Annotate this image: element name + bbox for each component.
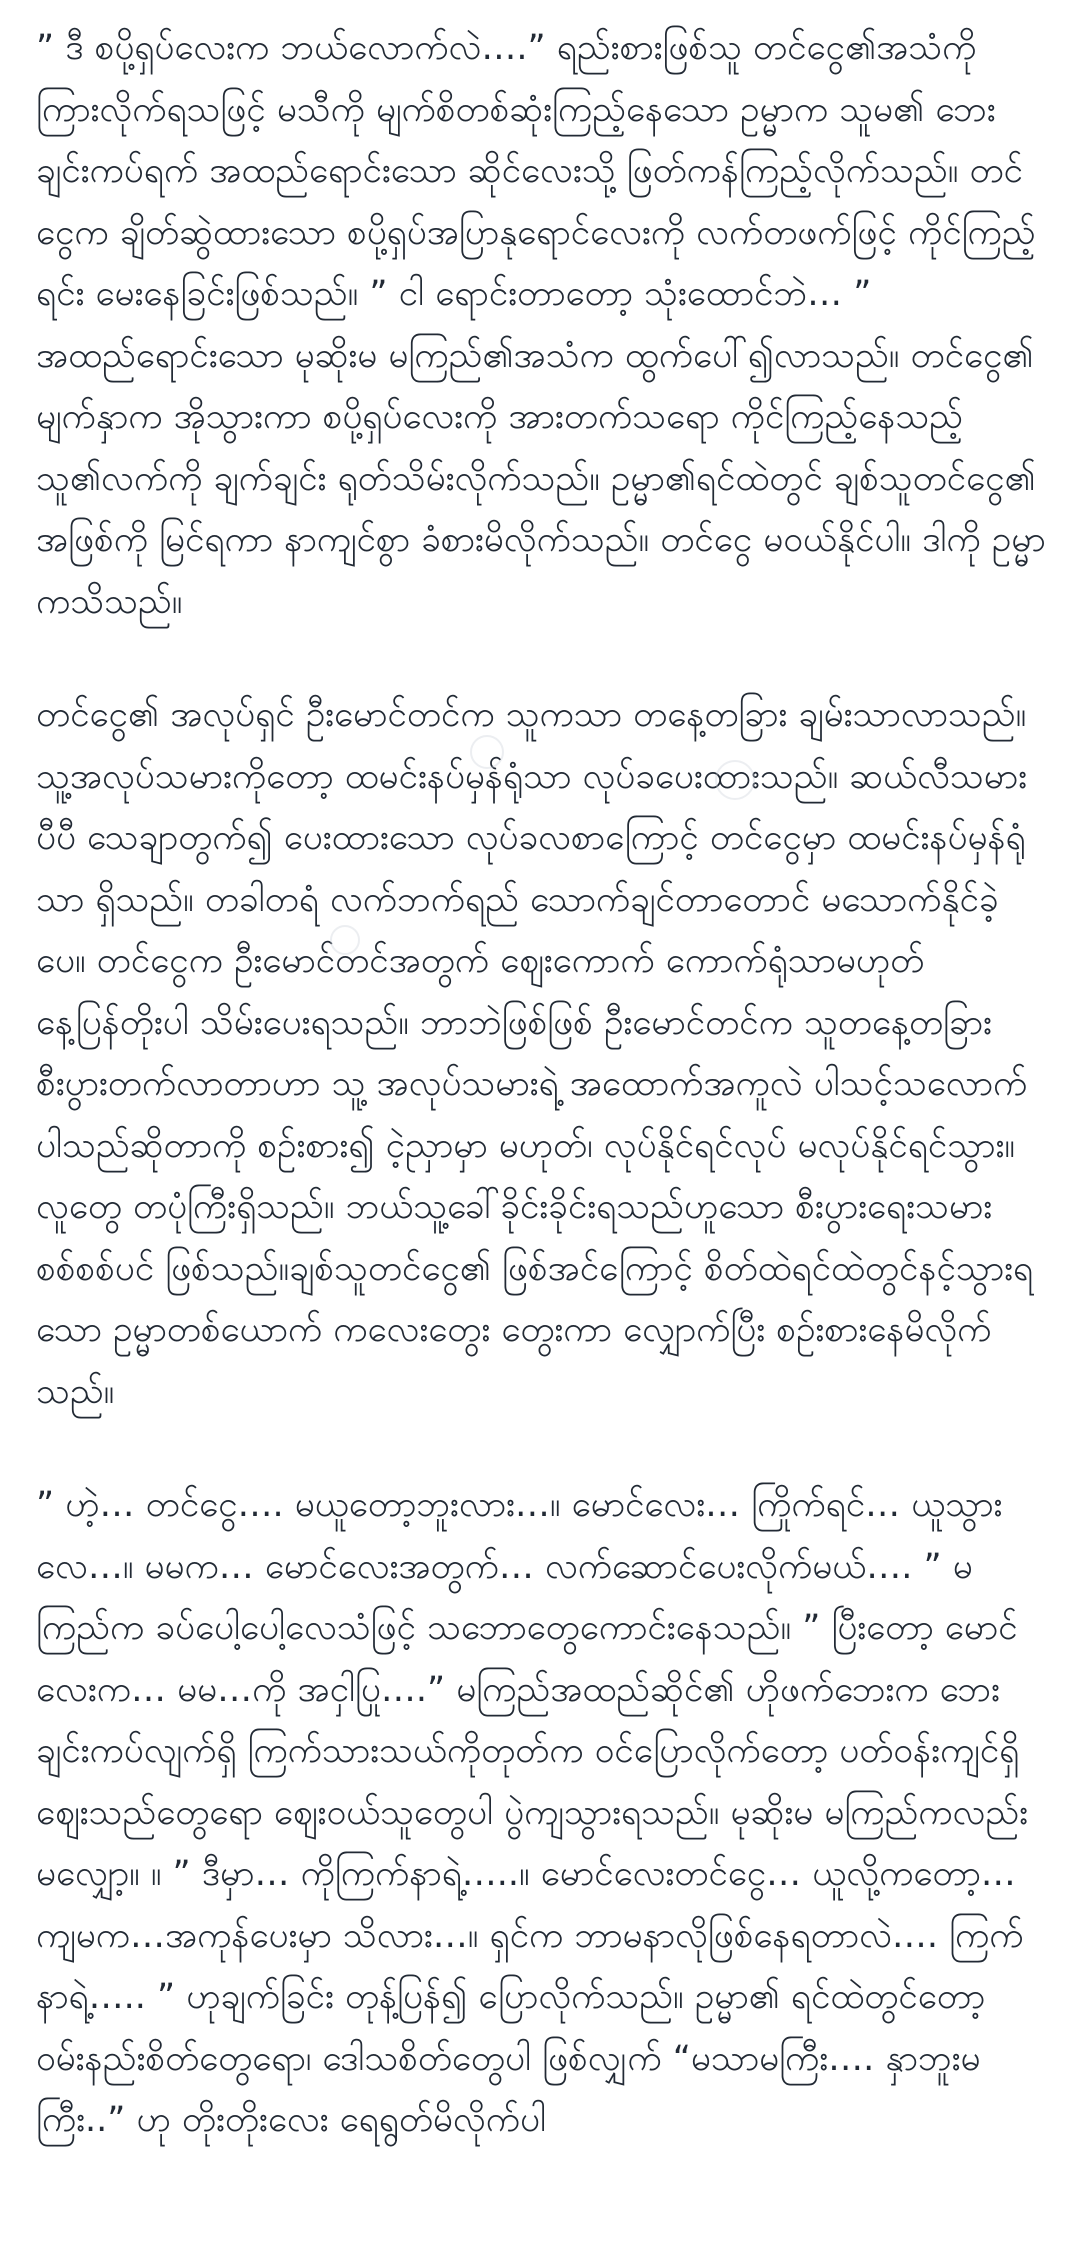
paragraph-3: ” ဟဲ့… တင်ငွေ…. မယူတော့ဘူးလား…။ မောင်လေး… ကြိုက်ရင်… ယူသွားလေ…။ မမက… မောင်လေးအတွက်… လက်ဆောင်ပေးလိုက်မယ်…. ” မကြည်က ခပ်ပေါ့ပေါ့လေသံဖြင့် သဘောတွေကောင်းနေသည်။ ” ပြီးတော့ မောင်လေးက… မမ…ကို အငှါပြု….” မကြည်အထည်ဆိုင်၏ ဟိုဖက်ဘေးက ဘေးချင်းကပ်လျက်ရှိ ကြက်သားသယ်ကိုတုတ်က ဝင်ပြောလိုက်တော့ ပတ်ဝန်းကျင်ရှိ ဈေးသည်တွေရော ဈေးဝယ်သူတွေပါ ပွဲကျသွားရသည်။ မုဆိုးမ မကြည်ကလည်း မလျှော့။ ။ ” ဒီမှာ… ကိုကြက်နာရဲ့…..။ မောင်လေးတင်ငွေ… ယူလို့ကတော့… ကျမက…အကုန်ပေးမှာ သိလား…။ ရှင်က ဘာမနာလိုဖြစ်နေရတာလဲ…. ကြက်နာရဲ့….. ” ဟုချက်ခြင်း တုန့်ပြန်၍ ပြောလိုက်သည်။ ဥမ္မာ၏ ရင်ထဲတွင်တော့ ဝမ်းနည်းစိတ်တွေရော၊ ဒေါသစိတ်တွေပါ ဖြစ်လျှက် “မသာမကြီး…. နှာဘူးမကြီး..” ဟု တိုးတိုးလေး ရေရွတ်မိလိုက်ပါ: [36, 1485, 1029, 2140]
paragraph-2: တင်ငွေ၏ အလုပ်ရှင် ဦးမောင်တင်က သူကသာ တနေ့တခြား ချမ်းသာလာသည်။ သူ့အလုပ်သမားကိုတော့ ထမင်းနပ်မှန်ရုံသာ လုပ်ခပေးထားသည်။ ဆယ်လီသမားပီပီ သေချာတွက်၍ ပေးထားသော လုပ်ခလစာကြောင့် တင်ငွေမှာ ထမင်းနပ်မှန်ရုံသာ ရှိသည်။ တခါတရံ လက်ဘက်ရည် သောက်ချင်တာတောင် မသောက်နိုင်ခဲ့ပေ။ တင်ငွေက ဦးမောင်တင်အတွက် ဈေးကောက် ကောက်ရုံသာမဟုတ် နေ့ပြန်တိုးပါ သိမ်းပေးရသည်။ ဘာဘဲဖြစ်ဖြစ် ဦးမောင်တင်က သူတနေ့တခြား စီးပွားတက်လာတာဟာ သူ့ အလုပ်သမားရဲ့ အထောက်အကူလဲ ပါသင့်သလောက် ပါသည်ဆိုတာကို စဉ်းစား၍ ငဲ့ညှာမှာ မဟုတ်၊ လုပ်နိုင်ရင်လုပ် မလုပ်နိုင်ရင်သွား။ လူတွေ တပုံကြီးရှိသည်။ ဘယ်သူ့ခေါ်ခိုင်းခိုင်းရသည်ဟူသော စီးပွားရေးသမားစစ်စစ်ပင် ဖြစ်သည်။ချစ်သူတင်ငွေ၏ ဖြစ်အင်ကြောင့် စိတ်ထဲရင်ထဲတွင်နင့်သွားရသော ဥမ္မာတစ်ယောက် ကလေးတွေး တွေးကာ လျှောက်ပြီး စဉ်းစားနေမိလိုက်သည်။: [36, 695, 1034, 1412]
paragraph-1: ” ဒီ စပို့ရှပ်လေးက ဘယ်လောက်လဲ….” ရည်းစားဖြစ်သူ တင်ငွေ၏အသံကို ကြားလိုက်ရသဖြင့် မသီကို မျက်စိတစ်ဆုံးကြည့်နေသော ဥမ္မာက သူမ၏ ဘေးချင်းကပ်ရက် အထည်ရောင်းသော ဆိုင်လေးသို့ ဖြတ်ကန်ကြည့်လိုက်သည်။ တင်ငွေက ချိတ်ဆွဲထားသော စပို့ရှပ်အပြာနုရောင်လေးကို လက်တဖက်ဖြင့် ကိုင်ကြည့်ရင်း မေးနေခြင်းဖြစ်သည်။ ” ငါ ရောင်းတာတော့ သုံးထောင်ဘဲ… ” အထည်ရောင်းသော မုဆိုးမ မကြည်၏အသံက ထွက်ပေါ်၍လာသည်။ တင်ငွေ၏ မျက်နှာက အိုသွားကာ စပို့ရှပ်လေးကို အားတက်သရော ကိုင်ကြည့်နေသည့် သူ၏လက်ကို ချက်ချင်း ရုတ်သိမ်းလိုက်သည်။ ဥမ္မာ၏ရင်ထဲတွင် ချစ်သူတင်ငွေ၏ အဖြစ်ကို မြင်ရကာ နာကျင်စွာ ခံစားမိလိုက်သည်။ တင်ငွေ မဝယ်နိုင်ပါ။ ဒါကို ဥမ္မာကသိသည်။: [36, 28, 1046, 622]
